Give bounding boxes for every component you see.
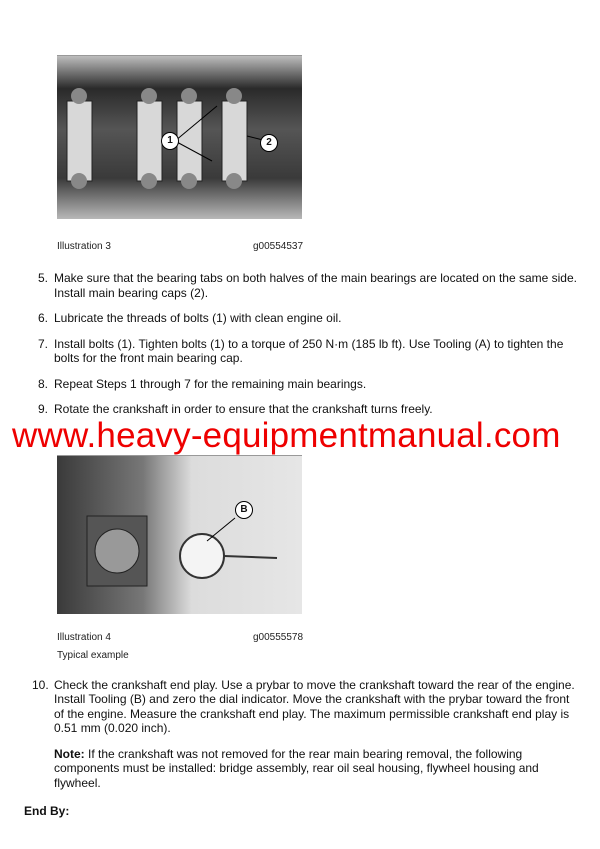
step-text: Install bolts (1). Tighten bolts (1) to a torque of 250 N·m (185 lb ft). Use Tooling (A) to tighten the bolts for the front main bearing cap. [54,336,564,365]
step-number: 10. [32,677,49,692]
illustration-4-caption: Illustration 4 [57,631,111,643]
step-text: Check the crankshaft end play. Use a prybar to move the crankshaft toward the rear of the engine. Install Tooling (B) and zero the dial indicator. Move the crankshaft with the prybar toward the front of the engine. Measure the crankshaft end play. The maximum permissible crankshaft end play is 0.51 mm (0.020 inch). [54,677,575,735]
step-7 [38,337,578,366]
step-number: 8. [38,376,49,391]
step-number: 7. [38,336,49,351]
note [54,747,554,791]
callout-1: 1 [161,132,179,150]
step-text: Lubricate the threads of bolts (1) with clean engine oil. [54,311,342,325]
step-text: Repeat Steps 1 through 7 for the remaining main bearings. [54,376,367,391]
illustration-4-code: g00555578 [253,631,304,643]
step-8 [38,377,578,392]
step-text: Make sure that the bearing tabs on both halves of the main bearings are located on the same side. Install main bearing caps (2). [54,271,577,300]
illustration-4-caption-row [57,632,600,644]
callout-b: B [235,501,253,519]
step-number: 9. [38,402,49,416]
note-text: If the crankshaft was not removed for the rear main bearing removal, the following components must be installed: bridge assembly, rear oil seal housing, flywheel housing and flywheel. [54,746,539,790]
step-5 [38,271,578,300]
illustration-3-code: g00554537 [253,241,304,252]
end-by-heading: End By: [24,804,70,818]
note-label: Note: [54,746,85,761]
dial-indicator-drawing [57,456,302,614]
step-6 [38,311,578,326]
illustration-4-image [57,455,302,614]
step-number: 5. [38,271,49,285]
step-number: 6. [38,311,49,325]
step-10 [32,678,578,736]
illustration-3-caption-row [57,241,600,253]
illustration-4-subcaption: Typical example [57,649,129,661]
step-text: Rotate the crankshaft in order to ensure that the crankshaft turns freely. [54,402,433,416]
illustration-4-subcaption-row [57,650,600,662]
illustration-3-image [57,55,302,219]
step-9 [38,402,578,417]
watermark: www.heavy-equipmentmanual.com [12,415,561,455]
callout-2: 2 [260,134,278,152]
illustration-3-caption: Illustration 3 [57,241,111,252]
